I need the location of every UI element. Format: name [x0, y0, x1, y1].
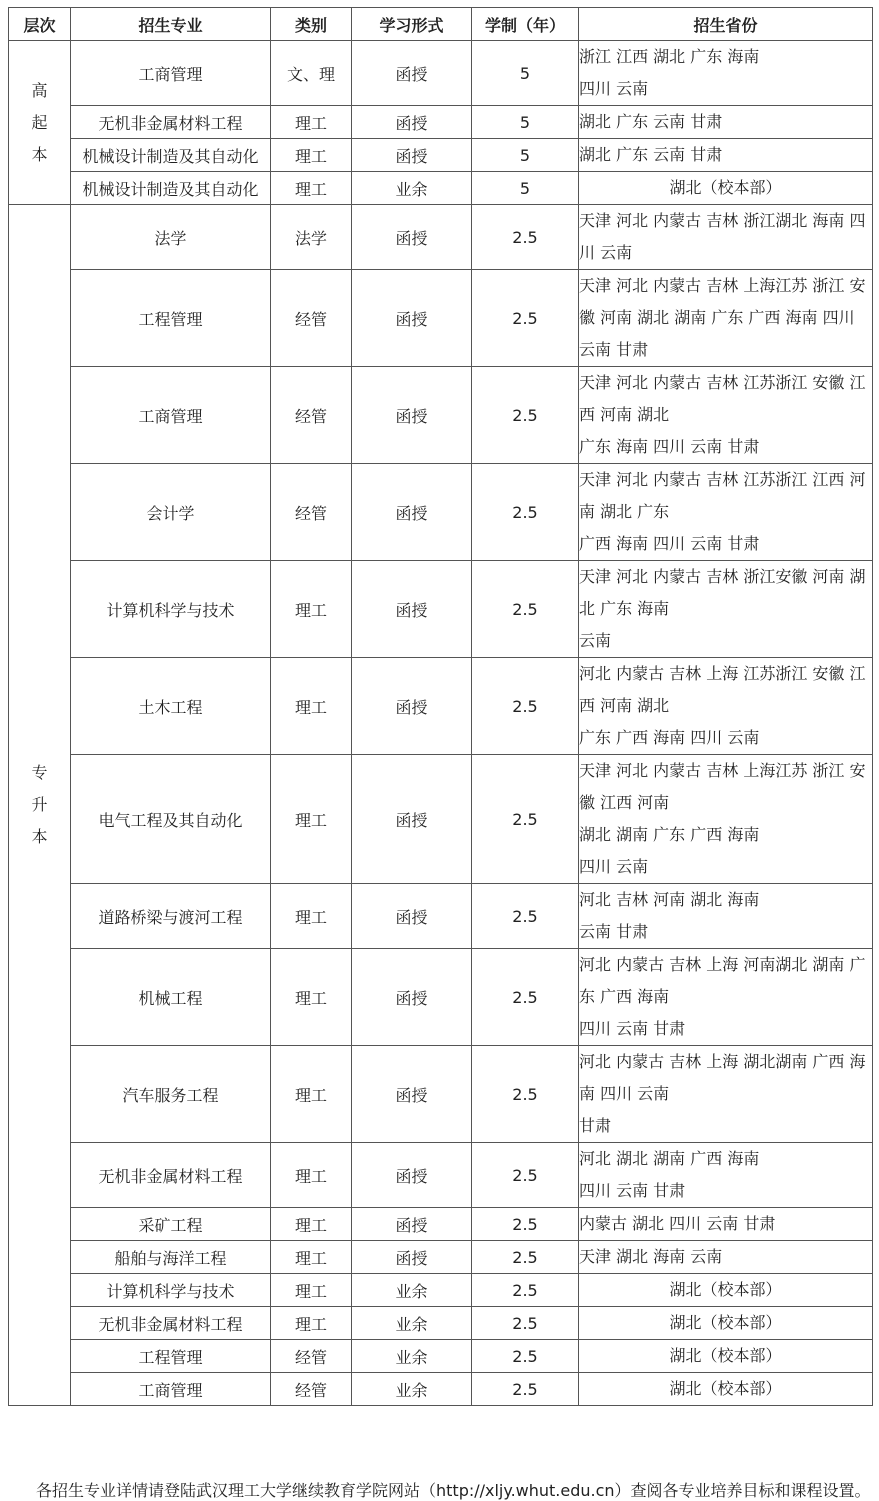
province-line: 天津 河北 内蒙古 吉林 江苏浙江 安徽 江 — [579, 373, 866, 392]
major-cell: 工程管理 — [71, 1340, 271, 1373]
table-row — [9, 1046, 873, 1143]
duration-cell: 2.5 — [472, 205, 579, 270]
province-line: 湖北 广东 云南 甘肃 — [579, 112, 723, 131]
table-row — [9, 1274, 873, 1307]
study-form-cell: 业余 — [352, 1307, 472, 1340]
province-line: 甘肃 — [579, 1116, 612, 1135]
category-cell: 经管 — [271, 464, 352, 561]
province-line: 南 湖北 广东 — [579, 502, 670, 521]
table-row — [9, 561, 873, 658]
major-cell: 汽车服务工程 — [71, 1046, 271, 1143]
level-cell — [9, 205, 71, 1406]
major-cell: 计算机科学与技术 — [71, 561, 271, 658]
table-row — [9, 658, 873, 755]
table-row — [9, 139, 873, 172]
provinces-cell — [579, 1046, 873, 1143]
province-line: 四川 云南 甘肃 — [579, 1181, 686, 1200]
header-row — [9, 8, 873, 41]
province-line: 湖北（校本部） — [669, 1280, 782, 1299]
province-line: 徽 江西 河南 — [579, 793, 670, 812]
category-cell: 理工 — [271, 1274, 352, 1307]
category-cell: 理工 — [271, 1208, 352, 1241]
study-form-cell: 函授 — [352, 1143, 472, 1208]
header-provinces: 招生省份 — [579, 8, 873, 41]
major-cell: 采矿工程 — [71, 1208, 271, 1241]
province-line: 广东 广西 海南 四川 云南 — [579, 728, 760, 747]
table-body — [9, 41, 873, 1406]
duration-cell: 5 — [472, 41, 579, 106]
major-cell: 会计学 — [71, 464, 271, 561]
provinces-cell — [579, 205, 873, 270]
category-cell: 理工 — [271, 884, 352, 949]
province-line: 河北 湖北 湖南 广西 海南 — [579, 1149, 760, 1168]
category-cell: 经管 — [271, 270, 352, 367]
province-line: 徽 河南 湖北 湖南 广东 广西 海南 四川 — [579, 308, 855, 327]
table-row — [9, 755, 873, 884]
province-line: 河北 内蒙古 吉林 上海 湖北湖南 广西 海 — [579, 1052, 866, 1071]
table-row — [9, 949, 873, 1046]
province-line: 河北 内蒙古 吉林 上海 河南湖北 湖南 广 — [579, 955, 866, 974]
province-line: 湖北（校本部） — [669, 178, 782, 197]
province-line: 浙江 江西 湖北 广东 海南 — [579, 47, 760, 66]
category-cell: 理工 — [271, 1143, 352, 1208]
duration-cell: 2.5 — [472, 1307, 579, 1340]
major-cell: 机械工程 — [71, 949, 271, 1046]
major-cell: 工商管理 — [71, 367, 271, 464]
provinces-cell — [579, 1373, 873, 1406]
major-cell: 计算机科学与技术 — [71, 1274, 271, 1307]
level-char: 高 — [31, 80, 48, 100]
duration-cell: 2.5 — [472, 1046, 579, 1143]
study-form-cell: 函授 — [352, 1241, 472, 1274]
category-cell: 理工 — [271, 172, 352, 205]
category-cell: 经管 — [271, 1373, 352, 1406]
level-char: 起 — [31, 112, 48, 132]
major-cell: 无机非金属材料工程 — [71, 1307, 271, 1340]
province-line: 内蒙古 湖北 四川 云南 甘肃 — [579, 1214, 776, 1233]
table-row — [9, 367, 873, 464]
study-form-cell: 函授 — [352, 270, 472, 367]
provinces-cell — [579, 1340, 873, 1373]
province-line: 东 广西 海南 — [579, 987, 670, 1006]
provinces-cell — [579, 106, 873, 139]
table-row — [9, 464, 873, 561]
province-line: 云南 — [579, 631, 612, 650]
study-form-cell: 函授 — [352, 755, 472, 884]
province-line: 天津 湖北 海南 云南 — [579, 1247, 723, 1266]
duration-cell: 2.5 — [472, 658, 579, 755]
table-row — [9, 172, 873, 205]
header-duration: 学制（年） — [472, 8, 579, 41]
category-cell: 理工 — [271, 1241, 352, 1274]
provinces-cell — [579, 41, 873, 106]
study-form-cell: 函授 — [352, 205, 472, 270]
provinces-cell — [579, 755, 873, 884]
duration-cell: 2.5 — [472, 949, 579, 1046]
province-line: 天津 河北 内蒙古 吉林 上海江苏 浙江 安 — [579, 276, 866, 295]
category-cell: 经管 — [271, 367, 352, 464]
level-char: 升 — [31, 795, 48, 814]
enrollment-table — [8, 7, 873, 1406]
major-cell: 法学 — [71, 205, 271, 270]
header-category: 类别 — [271, 8, 352, 41]
study-form-cell: 函授 — [352, 1208, 472, 1241]
provinces-cell — [579, 1143, 873, 1208]
major-cell: 电气工程及其自动化 — [71, 755, 271, 884]
study-form-cell: 函授 — [352, 949, 472, 1046]
duration-cell: 2.5 — [472, 270, 579, 367]
provinces-cell — [579, 464, 873, 561]
category-cell: 理工 — [271, 658, 352, 755]
duration-cell: 5 — [472, 106, 579, 139]
provinces-cell — [579, 1274, 873, 1307]
study-form-cell: 函授 — [352, 139, 472, 172]
province-line: 川 云南 — [579, 243, 633, 262]
major-cell: 工商管理 — [71, 1373, 271, 1406]
table-row — [9, 884, 873, 949]
province-line: 湖北（校本部） — [669, 1379, 782, 1398]
duration-cell: 5 — [472, 139, 579, 172]
category-cell: 理工 — [271, 949, 352, 1046]
header-study-form: 学习形式 — [352, 8, 472, 41]
category-cell: 理工 — [271, 139, 352, 172]
level-char: 本 — [31, 827, 48, 846]
major-cell: 工商管理 — [71, 41, 271, 106]
province-line: 湖北（校本部） — [669, 1346, 782, 1365]
table-row — [9, 1143, 873, 1208]
province-line: 湖北（校本部） — [669, 1313, 782, 1332]
category-cell: 经管 — [271, 1340, 352, 1373]
category-cell: 理工 — [271, 1046, 352, 1143]
category-cell: 法学 — [271, 205, 352, 270]
provinces-cell — [579, 1241, 873, 1274]
study-form-cell: 业余 — [352, 1274, 472, 1307]
province-line: 北 广东 海南 — [579, 599, 670, 618]
level-char: 专 — [31, 763, 48, 782]
duration-cell: 2.5 — [472, 1241, 579, 1274]
study-form-cell: 函授 — [352, 561, 472, 658]
study-form-cell: 函授 — [352, 367, 472, 464]
provinces-cell — [579, 139, 873, 172]
footnote: 各招生专业详情请登陆武汉理工大学继续教育学院网站（http://xljy.whut.edu.cn）查阅各专业培养目标和课程设置。 — [36, 1481, 871, 1500]
province-line: 四川 云南 — [579, 857, 649, 876]
header-major: 招生专业 — [71, 8, 271, 41]
provinces-cell — [579, 884, 873, 949]
level-cell — [9, 41, 71, 205]
provinces-cell — [579, 658, 873, 755]
province-line: 湖北 湖南 广东 广西 海南 — [579, 825, 760, 844]
study-form-cell: 函授 — [352, 658, 472, 755]
province-line: 南 四川 云南 — [579, 1084, 670, 1103]
provinces-cell — [579, 172, 873, 205]
table-row — [9, 41, 873, 106]
study-form-cell: 函授 — [352, 464, 472, 561]
provinces-cell — [579, 1208, 873, 1241]
duration-cell: 2.5 — [472, 1143, 579, 1208]
province-line: 云南 甘肃 — [579, 922, 649, 941]
province-line: 四川 云南 — [579, 79, 649, 98]
table-row — [9, 1373, 873, 1406]
study-form-cell: 函授 — [352, 884, 472, 949]
provinces-cell — [579, 367, 873, 464]
provinces-cell — [579, 1307, 873, 1340]
duration-cell: 2.5 — [472, 1373, 579, 1406]
province-line: 广东 海南 四川 云南 甘肃 — [579, 437, 760, 456]
duration-cell: 2.5 — [472, 1274, 579, 1307]
table-row — [9, 1241, 873, 1274]
category-cell: 文、理 — [271, 41, 352, 106]
province-line: 天津 河北 内蒙古 吉林 浙江湖北 海南 四 — [579, 211, 866, 230]
major-cell: 无机非金属材料工程 — [71, 1143, 271, 1208]
category-cell: 理工 — [271, 1307, 352, 1340]
major-cell: 机械设计制造及其自动化 — [71, 172, 271, 205]
header-level: 层次 — [9, 8, 71, 41]
duration-cell: 5 — [472, 172, 579, 205]
category-cell: 理工 — [271, 755, 352, 884]
major-cell: 机械设计制造及其自动化 — [71, 139, 271, 172]
provinces-cell — [579, 949, 873, 1046]
study-form-cell: 业余 — [352, 1340, 472, 1373]
duration-cell: 2.5 — [472, 755, 579, 884]
province-line: 四川 云南 甘肃 — [579, 1019, 686, 1038]
level-char: 本 — [31, 144, 48, 164]
major-cell: 道路桥梁与渡河工程 — [71, 884, 271, 949]
category-cell: 理工 — [271, 561, 352, 658]
province-line: 天津 河北 内蒙古 吉林 上海江苏 浙江 安 — [579, 761, 866, 780]
province-line: 西 河南 湖北 — [579, 696, 670, 715]
duration-cell: 2.5 — [472, 367, 579, 464]
major-cell: 工程管理 — [71, 270, 271, 367]
table-row — [9, 1340, 873, 1373]
table-row — [9, 1208, 873, 1241]
provinces-cell — [579, 270, 873, 367]
study-form-cell: 函授 — [352, 106, 472, 139]
province-line: 云南 甘肃 — [579, 340, 649, 359]
duration-cell: 2.5 — [472, 1208, 579, 1241]
provinces-cell — [579, 561, 873, 658]
duration-cell: 2.5 — [472, 1340, 579, 1373]
study-form-cell: 业余 — [352, 1373, 472, 1406]
province-line: 湖北 广东 云南 甘肃 — [579, 145, 723, 164]
table-row — [9, 106, 873, 139]
study-form-cell: 函授 — [352, 1046, 472, 1143]
province-line: 西 河南 湖北 — [579, 405, 670, 424]
study-form-cell: 函授 — [352, 41, 472, 106]
province-line: 天津 河北 内蒙古 吉林 江苏浙江 江西 河 — [579, 470, 866, 489]
province-line: 广西 海南 四川 云南 甘肃 — [579, 534, 760, 553]
duration-cell: 2.5 — [472, 884, 579, 949]
table-row — [9, 1307, 873, 1340]
table-row — [9, 205, 873, 270]
duration-cell: 2.5 — [472, 464, 579, 561]
study-form-cell: 业余 — [352, 172, 472, 205]
duration-cell: 2.5 — [472, 561, 579, 658]
major-cell: 无机非金属材料工程 — [71, 106, 271, 139]
province-line: 河北 吉林 河南 湖北 海南 — [579, 890, 760, 909]
major-cell: 船舶与海洋工程 — [71, 1241, 271, 1274]
province-line: 天津 河北 内蒙古 吉林 浙江安徽 河南 湖 — [579, 567, 866, 586]
province-line: 河北 内蒙古 吉林 上海 江苏浙江 安徽 江 — [579, 664, 866, 683]
major-cell: 土木工程 — [71, 658, 271, 755]
table-row — [9, 270, 873, 367]
category-cell: 理工 — [271, 106, 352, 139]
